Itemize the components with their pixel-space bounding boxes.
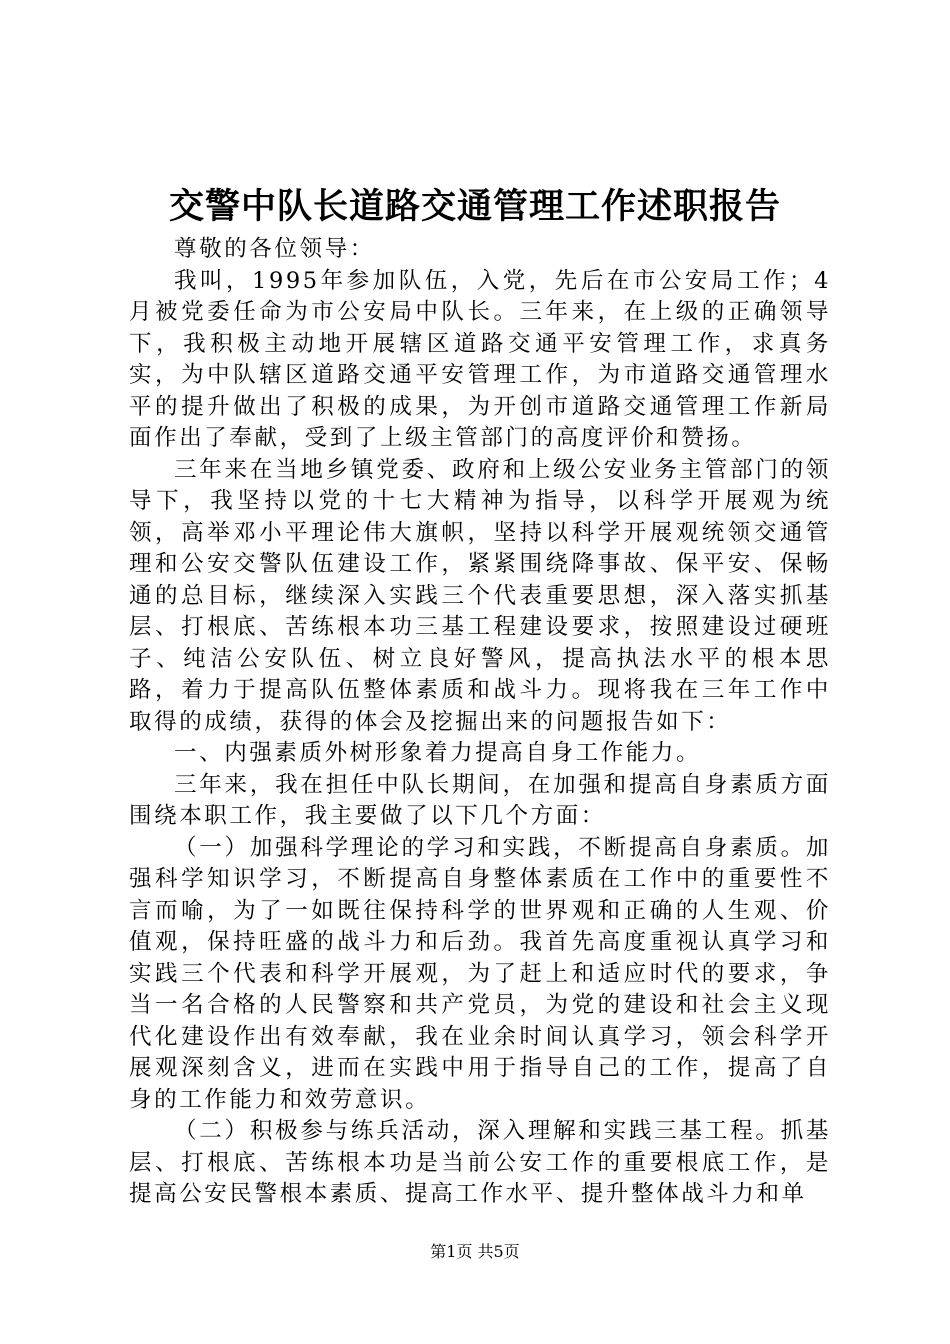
document-title: 交警中队长道路交通管理工作述职报告 <box>168 186 781 227</box>
paragraph-section-intro: 三年来，我在担任中队长期间，在加强和提高自身素质方面围绕本职工作，我主要做了以下几个方面： <box>129 771 831 829</box>
paragraph-item-2: （二）积极参与练兵活动，深入理解和实践三基工程。抓基层、打根底、苦练根本功是当前公安工作的重要根底工作，是提高公安民警根本素质、提高工作水平、提升整体战斗力和单 <box>129 1118 831 1207</box>
paragraph-introduction: 我叫，1995年参加队伍，入党，先后在市公安局工作；4月被党委任命为市公安局中队长。三年来，在上级的正确领导下，我积极主动地开展辖区道路交通平安管理工作，求真务实，为中队辖区道路交通平安管理工作，为市道路交通管理水平的提升做出了积极的成果，为开创市道路交通管理工作新局面作出了奉献，受到了上级主管部门的高度评价和赞扬。 <box>129 267 831 451</box>
paragraph-item-1: （一）加强科学理论的学习和实践，不断提高自身素质。加强科学知识学习，不断提高自身整体素质在工作中的重要性不言而喻，为了一如既往保持科学的世界观和正确的人生观、价值观，保持旺盛的战斗力和后劲。我首先高度重视认真学习和实践三个代表和科学开展观，为了赶上和适应时代的要求，争当一名合格的人民警察和共产党员，为党的建设和社会主义现代化建设作出有效奉献，我在业余时间认真学习，领会科学开展观深刻含义，进而在实践中用于指导自己的工作，提高了自身的工作能力和效劳意识。 <box>129 834 831 1113</box>
paragraph-salutation: 尊敬的各位领导： <box>174 236 375 262</box>
paragraph-section-heading-1: 一、内强素质外树形象着力提高自身工作能力。 <box>174 740 702 766</box>
page-footer: 第1页 共5页 <box>430 1242 520 1261</box>
document-body <box>129 234 831 1211</box>
paragraph-overview: 三年来在当地乡镇党委、政府和上级公安业务主管部门的领导下，我坚持以党的十七大精神为指导，以科学开展观为统领，高举邓小平理论伟大旗帜，坚持以科学开展观统领交通管理和公安交警队伍建设工作，紧紧围绕降事故、保平安、保畅通的总目标，继续深入实践三个代表重要思想，深入落实抓基层、打根底、苦练根本功三基工程建设要求，按照建设过硬班子、纯洁公安队伍、树立良好警风，提高执法水平的根本思路，着力于提高队伍整体素质和战斗力。现将我在三年工作中取得的成绩，获得的体会及挖掘出来的问题报告如下： <box>129 456 831 735</box>
